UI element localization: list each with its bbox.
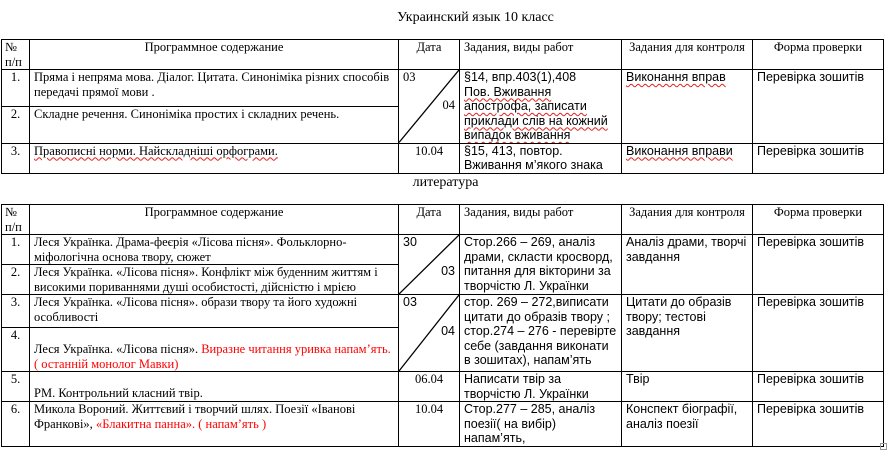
table-row bbox=[2, 295, 884, 328]
row-tasks: §15, 413, повтор. Вживання м’якого знака bbox=[460, 143, 622, 173]
row-content: Леся Українка. «Лісова пісня». Конфлікт між буденним життям і високими пориваннями душі особистості, дійсністю і мрією bbox=[30, 265, 399, 295]
row-tasks: Стор.266 – 269, аналіз драми, скласти кросворд, питання для вікторини за творчістю Л. Українки bbox=[460, 235, 622, 295]
row-control: Твір bbox=[622, 372, 753, 402]
row-num: 2. bbox=[2, 265, 30, 295]
table-row bbox=[2, 143, 884, 173]
row-tasks: Стор.277 – 285, аналіз поезії( на вибір) напам’ять, bbox=[460, 402, 622, 447]
ukrainian-language-title: Украинский язык 10 класс bbox=[397, 10, 554, 25]
header-content: Программное содержание bbox=[30, 40, 399, 70]
row-check: Перевірка зошитів bbox=[753, 143, 884, 173]
header-check: Форма проверки bbox=[753, 40, 884, 70]
header-check: Форма проверки bbox=[753, 205, 884, 235]
row-num: 5. bbox=[2, 372, 30, 402]
date-start: 30 bbox=[403, 235, 417, 249]
table-resize-handle[interactable] bbox=[880, 443, 887, 450]
row-control: Конспект біографії, аналіз поезії bbox=[622, 402, 753, 447]
literature-title: литература bbox=[412, 175, 479, 190]
table-header-row bbox=[2, 205, 884, 235]
row-date-split bbox=[399, 295, 460, 372]
row-control: Виконання вправи bbox=[622, 143, 753, 173]
row-check: Перевірка зошитів bbox=[753, 70, 884, 144]
row-num: 4. bbox=[2, 328, 30, 372]
row-check: Перевірка зошитів bbox=[753, 402, 884, 447]
row-content: Леся Українка. «Лісова пісня». образи твору та його художні особливості bbox=[30, 295, 399, 328]
row-content: Леся Українка. «Лісова пісня». Виразне читання уривка напам’ять.( останній монолог Мавки) bbox=[30, 328, 399, 372]
header-control: Задания для контроля bbox=[622, 40, 753, 70]
row-date: 10.04 bbox=[399, 143, 460, 173]
table-row bbox=[2, 372, 884, 402]
table-row bbox=[2, 235, 884, 265]
row-check: Перевірка зошитів bbox=[753, 295, 884, 372]
row-num: 6. bbox=[2, 402, 30, 447]
table-row bbox=[2, 70, 884, 107]
row-control: Цитати до образів твору; тестові завдання bbox=[622, 295, 753, 372]
row-num: 1. bbox=[2, 235, 30, 265]
row-control: Аналіз драми, творчі завдання bbox=[622, 235, 753, 295]
row-content: РМ. Контрольний класний твір. bbox=[30, 372, 399, 402]
header-tasks: Задания, виды работ bbox=[460, 205, 622, 235]
row-num: 1. bbox=[2, 70, 30, 107]
row-control: Виконання вправ bbox=[622, 70, 753, 144]
row-tasks: стор. 269 – 272,виписати цитати до образів твору ; стор.274 – 276 - перевірте себе (завдання виконати в зошитах), напам’ять bbox=[460, 295, 622, 372]
row-check: Перевірка зошитів bbox=[753, 372, 884, 402]
row-tasks: Написати твір за творчістю Л. Українки bbox=[460, 372, 622, 402]
row-date: 10.04 bbox=[399, 402, 460, 447]
row-check: Перевірка зошитів bbox=[753, 235, 884, 295]
row-content: Пряма і непряма мова. Діалог. Цитата. Синоніміка різних способів передачі прямої мови . bbox=[30, 70, 399, 107]
row-content: Правописні норми. Найскладніші орфограми. bbox=[30, 143, 399, 173]
date-start: 03 bbox=[403, 70, 416, 84]
row-date: 06.04 bbox=[399, 372, 460, 402]
date-end: 03 bbox=[441, 264, 455, 278]
table-row bbox=[2, 402, 884, 447]
header-tasks: Задания, виды работ bbox=[460, 40, 622, 70]
date-end: 04 bbox=[442, 98, 455, 112]
row-tasks: §14, впр.403(1),408 Пов. Вживання апострофа, записати приклади слів на кожний випадок вживання bbox=[460, 70, 622, 144]
header-date: Дата bbox=[399, 40, 460, 70]
literature-table bbox=[1, 204, 884, 447]
header-control: Задания для контроля bbox=[622, 205, 753, 235]
row-num: 2. bbox=[2, 106, 30, 143]
row-content: Микола Вороний. Життєвий і творчий шлях. Поезії «Іванові Франкові», «Блакитна панна». ( напам’ять ) bbox=[30, 402, 399, 447]
header-date: Дата bbox=[399, 205, 460, 235]
ukrainian-language-table bbox=[1, 39, 884, 174]
header-content: Программное содержание bbox=[30, 205, 399, 235]
date-start: 03 bbox=[403, 295, 417, 309]
row-num: 3. bbox=[2, 143, 30, 173]
row-content: Леся Українка. Драма-феєрія «Лісова пісня». Фольклорно-міфологічна основа твору, сюжет bbox=[30, 235, 399, 265]
row-num: 3. bbox=[2, 295, 30, 328]
date-end: 04 bbox=[441, 324, 455, 338]
row-content: Складне речення. Синоніміка простих і складних речень. bbox=[30, 106, 399, 143]
header-num: № п/п bbox=[2, 40, 30, 70]
table-header-row bbox=[2, 40, 884, 70]
row-date-split bbox=[399, 235, 460, 295]
header-num: № п/п bbox=[2, 205, 30, 235]
row-date-split bbox=[399, 70, 460, 144]
